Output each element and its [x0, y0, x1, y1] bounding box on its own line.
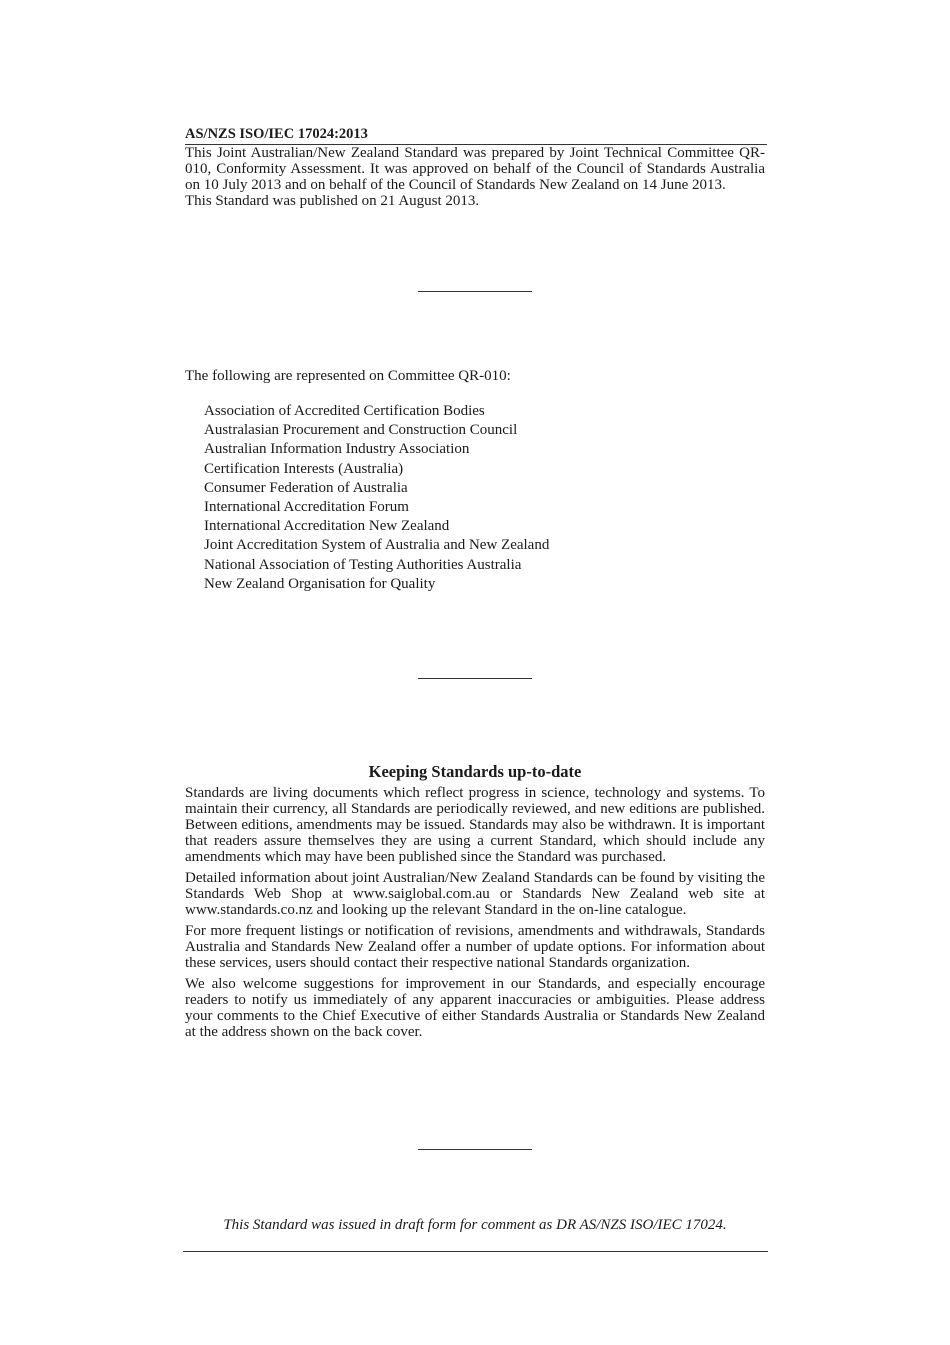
paragraph: For more frequent listings or notification of revisions, amendments and withdrawals, Standards Australia and Standards New Zealand offer a number of update options. For information about these services, users should contact their respective national Standards organization.: [185, 923, 765, 971]
committee-organisation-list: [204, 402, 549, 594]
list-item: National Association of Testing Authorities Australia: [204, 556, 522, 573]
preparation-paragraph: This Joint Australian/New Zealand Standard was prepared by Joint Technical Committee QR-010, Conformity Assessment. It was approved on behalf of the Council of Standards Australia on 10 July 2013 and on behalf of the Council of Standards New Zealand on 14 June 2013.: [185, 145, 765, 193]
footer-rule: [183, 1251, 768, 1252]
committee-intro: The following are represented on Committee QR-010:: [185, 368, 511, 384]
section-divider: [418, 1149, 532, 1150]
list-item: Australian Information Industry Association: [204, 441, 470, 458]
list-item: Certification Interests (Australia): [204, 460, 404, 477]
list-item: New Zealand Organisation for Quality: [204, 575, 436, 592]
list-item: Joint Accreditation System of Australia and New Zealand: [204, 537, 550, 554]
preparation-block: [185, 145, 765, 209]
publication-date-paragraph: This Standard was published on 21 August 2013.: [185, 193, 480, 209]
section-divider: [418, 678, 532, 679]
paragraph: Detailed information about joint Australian/New Zealand Standards can be found by visiting the Standards Web Shop at www.saiglobal.com.au or Standards New Zealand web site at www.standards.co.nz and looking up the relevant Standard in the on-line catalogue.: [185, 870, 765, 918]
section-heading: Keeping Standards up-to-date: [368, 762, 582, 781]
list-item: International Accreditation Forum: [204, 499, 409, 516]
list-item: Association of Accredited Certification Bodies: [204, 403, 485, 419]
draft-note: This Standard was issued in draft form for comment as DR AS/NZS ISO/IEC 17024.: [223, 1217, 727, 1233]
list-item: Australasian Procurement and Construction Council: [204, 422, 518, 439]
standard-id: AS/NZS ISO/IEC 17024:2013: [185, 126, 368, 142]
paragraph: We also welcome suggestions for improvement in our Standards, and especially encourage readers to notify us immediately of any apparent inaccuracies or ambiguities. Please address your comments to the Chief Executive of either Standards Australia or Standards New Zealand at the address shown on the back cover.: [185, 976, 765, 1040]
keeping-up-to-date-body: [185, 785, 765, 1045]
paragraph: Standards are living documents which reflect progress in science, technology and systems. To maintain their currency, all Standards are periodically reviewed, and new editions are published. Between editions, amendments may be issued. Standards may also be withdrawn. It is important that readers assure themselves they are using a current Standard, which should include any amendments which may have been published since the Standard was purchased.: [185, 785, 765, 865]
list-item: Consumer Federation of Australia: [204, 479, 408, 496]
section-divider: [418, 291, 532, 292]
list-item: International Accreditation New Zealand: [204, 518, 450, 535]
